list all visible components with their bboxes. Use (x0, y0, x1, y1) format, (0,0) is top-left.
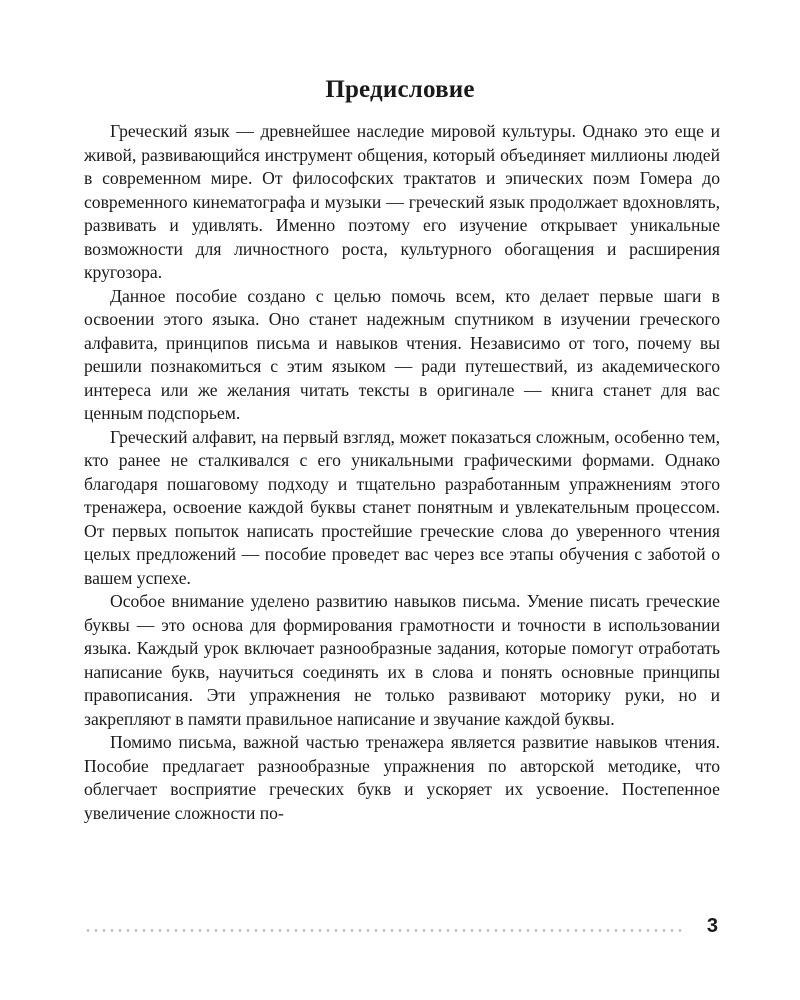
page-title: Предисловие (325, 76, 475, 103)
page-number: 3 (706, 915, 718, 937)
preface-body (84, 120, 720, 910)
paragraph-5: Помимо письма, важной частью тренажера является развитие навыков чтения. Пособие предлагает разнообразные упражнения по авторской методике, что облегчает восприятие греческих букв и ускоряет их усвоение. Постепенное увеличение сложности по- (84, 732, 720, 823)
paragraph-4: Особое внимание уделено развитию навыков письма. Умение писать греческие буквы — это основа для формирования грамотности и точности в использовании языка. Каждый урок включает разнообразные задания, которые помогут отработать написание букв, научиться соединять их в слова и понять основные принципы правописания. Эти упражнения не только развивают моторику руки, но и закрепляют в памяти правильное написание и звучание каждой буквы. (84, 591, 720, 729)
paragraph-3: Греческий алфавит, на первый взгляд, может показаться сложным, особенно тем, кто ранее не сталкивался с его уникальными графическими формами. Однако благодаря пошаговому подходу и тщательно разработанным упражнениям этого тренажера, освоение каждой буквы станет понятным и увлекательным процессом. От первых попыток написать простейшие греческие слова до уверенного чтения целых предложений — пособие проведет вас через все этапы обучения с заботой о вашем успехе. (84, 426, 720, 588)
footer-dotted-rule (84, 929, 684, 932)
paragraph-1: Греческий язык — древнейшее наследие мировой культуры. Однако это еще и живой, развивающийся инструмент общения, который объединяет миллионы людей в современном мире. От философских трактатов и эпических поэм Гомера до современного кинематографа и музыки — греческий язык продолжает вдохновлять, развивать и удивлять. Именно поэтому его изучение открывает уникальные возможности для личностного роста, культурного обогащения и расширения кругозора. (84, 121, 720, 282)
paragraph-2: Данное пособие создано с целью помочь всем, кто делает первые шаги в освоении этого языка. Оно станет надежным спутником в изучении греческого алфавита, принципов письма и навыков чтения. Независимо от того, почему вы решили познакомиться с этим языком — ради путешествий, из академического интереса или же желания читать тексты в оригинале — книга станет для вас ценным подспорьем. (84, 285, 720, 423)
